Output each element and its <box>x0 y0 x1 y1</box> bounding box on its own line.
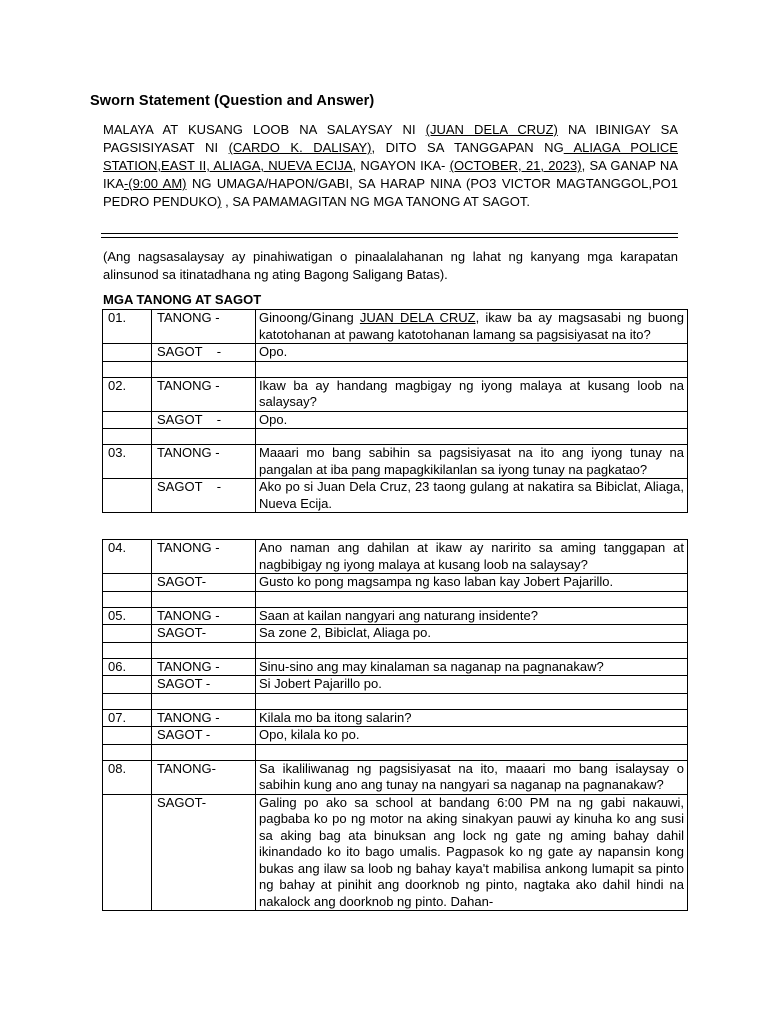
empty-cell <box>103 625 152 643</box>
spacer-row <box>103 591 688 607</box>
question-text: Saan at kailan nangyari ang naturang insidente? <box>256 607 688 625</box>
item-number: 02. <box>103 377 152 411</box>
empty-cell <box>152 642 256 658</box>
empty-cell <box>256 744 688 760</box>
intro-text: , NGAYON IKA- <box>352 158 450 173</box>
item-number: 04. <box>103 540 152 574</box>
item-number: 01. <box>103 310 152 344</box>
question-row <box>103 377 688 411</box>
answer-row <box>103 411 688 429</box>
item-number: 06. <box>103 658 152 676</box>
empty-cell <box>103 693 152 709</box>
question-label: TANONG - <box>152 445 256 479</box>
empty-cell <box>256 429 688 445</box>
empty-cell <box>103 642 152 658</box>
answer-row <box>103 344 688 362</box>
question-row <box>103 760 688 794</box>
empty-cell <box>256 642 688 658</box>
statement-time: -(9:00 AM) <box>123 176 187 191</box>
qa-heading: MGA TANONG AT SAGOT <box>103 292 262 307</box>
spacer-row <box>103 744 688 760</box>
spacer-row <box>103 642 688 658</box>
answer-text: Opo, kilala ko po. <box>256 727 688 745</box>
answer-label: SAGOT- <box>152 625 256 643</box>
question-text: Sinu-sino ang may kinalaman sa naganap na pagnanakaw? <box>256 658 688 676</box>
question-text: Kilala mo ba itong salarin? <box>256 709 688 727</box>
empty-cell <box>103 676 152 694</box>
affiant-name: (JUAN DELA CRUZ) <box>425 122 558 137</box>
item-number: 05. <box>103 607 152 625</box>
qa-table-1 <box>102 309 688 513</box>
item-number: 07. <box>103 709 152 727</box>
empty-cell <box>256 591 688 607</box>
question-label: TANONG - <box>152 540 256 574</box>
intro-text: ) <box>217 194 222 209</box>
document-title: Sworn Statement (Question and Answer) <box>90 93 375 109</box>
answer-label: SAGOT- <box>152 794 256 911</box>
empty-cell <box>103 411 152 429</box>
answer-text: Gusto ko pong magsampa ng kaso laban kay Jobert Pajarillo. <box>256 574 688 592</box>
empty-cell <box>103 344 152 362</box>
question-label: TANONG- <box>152 760 256 794</box>
spacer-row <box>103 361 688 377</box>
question-row <box>103 310 688 344</box>
answer-row <box>103 794 688 911</box>
empty-cell <box>103 744 152 760</box>
answer-label: SAGOT - <box>152 676 256 694</box>
empty-cell <box>103 479 152 513</box>
answer-text: Ako po si Juan Dela Cruz, 23 taong gulang at nakatira sa Bibiclat, Aliaga, Nueva Ecija. <box>256 479 688 513</box>
question-text: Maaari mo bang sabihin sa pagsisiyasat na ito ang iyong tunay na pangalan at iba pang mapagkikilanlan sa iyong tunay na pagkatao? <box>256 445 688 479</box>
double-divider <box>101 233 678 238</box>
question-row <box>103 658 688 676</box>
answer-row <box>103 574 688 592</box>
intro-text: , SA PAMAMAGITAN NG MGA TANONG AT SAGOT. <box>221 194 530 209</box>
empty-cell <box>103 574 152 592</box>
answer-text: Sa zone 2, Bibiclat, Aliaga po. <box>256 625 688 643</box>
answer-row <box>103 479 688 513</box>
answer-text: Opo. <box>256 344 688 362</box>
question-row <box>103 709 688 727</box>
answer-text: Si Jobert Pajarillo po. <box>256 676 688 694</box>
spacer-row <box>103 693 688 709</box>
answer-label: SAGOT - <box>152 411 256 429</box>
question-row <box>103 540 688 574</box>
empty-cell <box>152 361 256 377</box>
empty-cell <box>256 361 688 377</box>
question-label: TANONG - <box>152 709 256 727</box>
statement-date: (OCTOBER, 21, 2023) <box>449 158 582 173</box>
question-text: Ano naman ang dahilan at ikaw ay naririto sa aming tanggapan at nagbibigay ng iyong malaya at kusang loob na salaysay? <box>256 540 688 574</box>
empty-cell <box>103 591 152 607</box>
question-label: TANONG - <box>152 377 256 411</box>
answer-label: SAGOT - <box>152 479 256 513</box>
answer-row <box>103 625 688 643</box>
empty-cell <box>152 591 256 607</box>
empty-cell <box>103 794 152 911</box>
empty-cell <box>103 361 152 377</box>
affiant-name: JUAN DELA CRUZ <box>359 310 476 325</box>
intro-text: NG UMAGA/HAPON/GABI, SA HARAP NINA (PO3 VICTOR MAGTANGGOL,PO1 PEDRO PENDUKO <box>103 176 678 209</box>
intro-paragraph <box>103 121 678 211</box>
empty-cell <box>152 429 256 445</box>
intro-text: NA IBINIGAY SA PAGSISIYASAT NI <box>103 122 678 155</box>
empty-cell <box>103 727 152 745</box>
empty-cell <box>152 744 256 760</box>
qa-table-2 <box>102 539 688 911</box>
empty-cell <box>103 429 152 445</box>
question-text: Ikaw ba ay handang magbigay ng iyong malaya at kusang loob na salaysay? <box>256 377 688 411</box>
question-text-part: , ikaw ba ay magsasabi ng buong katotohanan at pawang katotohanan lamang sa pagsisiyasat na ito? <box>259 310 684 342</box>
empty-cell <box>256 693 688 709</box>
intro-text: MALAYA AT KUSANG LOOB NA SALAYSAY NI <box>103 122 426 137</box>
answer-label: SAGOT - <box>152 344 256 362</box>
rights-note: (Ang nagsasalaysay ay pinahiwatigan o pinaalalahanan ng lahat ng kanyang mga karapatan alinsunod sa itinatadhana ng ating Bagong Saligang Batas). <box>103 249 678 282</box>
intro-text: , SA GANAP NA IKA <box>103 158 678 191</box>
question-label: TANONG - <box>152 658 256 676</box>
item-number: 03. <box>103 445 152 479</box>
question-text-part: Ginoong/Ginang <box>259 310 360 325</box>
answer-label: SAGOT- <box>152 574 256 592</box>
question-row <box>103 607 688 625</box>
question-row <box>103 445 688 479</box>
question-text <box>256 310 688 344</box>
investigator-name: (CARDO K. DALISAY) <box>228 140 372 155</box>
answer-label: SAGOT - <box>152 727 256 745</box>
empty-cell <box>152 693 256 709</box>
intro-text: , DITO SA TANGGAPAN NG <box>371 140 564 155</box>
spacer-row <box>103 429 688 445</box>
answer-row <box>103 727 688 745</box>
answer-text: Galing po ako sa school at bandang 6:00 PM na ng gabi nakauwi, pagbaba ko po ng motor na aking sinakyan pauwi ay kinuha ko ang susi sa aking bag ata binuksan ang lock ng gate ng aming bahay dahil ikinandado ko ito bago umalis. Pagpasok ko ng gate ay napansin kong bukas ang ilaw sa loob ng bahay kaya't mabilisa ankong lumapit sa pinto ng bahay at pinihit ang doorknob ng pinto, nagtaka ako dahil hindi na nakalock ang doorknob ng pinto. Dahan- <box>256 794 688 911</box>
answer-text: Opo. <box>256 411 688 429</box>
answer-row <box>103 676 688 694</box>
question-label: TANONG - <box>152 310 256 344</box>
question-label: TANONG - <box>152 607 256 625</box>
question-text: Sa ikaliliwanag ng pagsisiyasat na ito, maaari mo bang isalaysay o sabihin kung ano ang tunay na nangyari sa naganap na pagnanakaw? <box>256 760 688 794</box>
station-name: ALIAGA POLICE STATION,EAST II, ALIAGA, NUEVA ECIJA <box>103 140 678 173</box>
item-number: 08. <box>103 760 152 794</box>
